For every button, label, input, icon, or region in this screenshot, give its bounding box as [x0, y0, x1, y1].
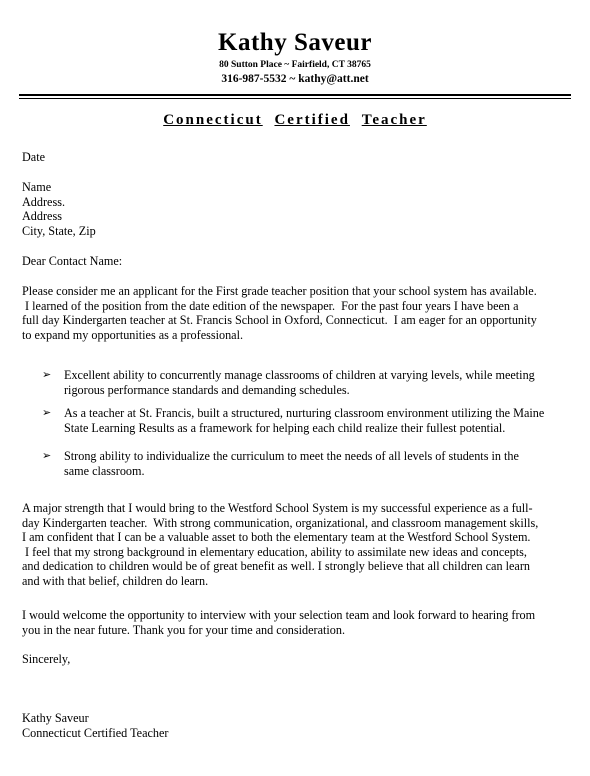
title-word: Connecticut [163, 112, 263, 128]
bullet-line: same classroom. [64, 463, 145, 478]
paragraph-line: A major strength that I would bring to the Westford School System is my successful experience as a full- [22, 501, 533, 515]
paragraph-line: you in the near future. Thank you for your time and consideration. [22, 622, 345, 637]
bullet-line: Strong ability to individualize the curriculum to meet the needs of all levels of students in the [64, 449, 519, 463]
paragraph-line: I am confident that I can be a valuable asset to both the elementary team at the Westford School System. [22, 530, 531, 544]
bullet-line: As a teacher at St. Francis, built a structured, nurturing classroom environment utilizing the Maine [64, 406, 545, 420]
sender-address: 80 Sutton Place ~ Fairfield, CT 38765 [219, 60, 371, 70]
paragraph-line: full day Kindergarten teacher at St. Francis School in Oxford, Connecticut. I am eager for an opportunity [22, 313, 537, 327]
bullet-line: Excellent ability to concurrently manage classrooms of children at varying levels, while meeting [64, 368, 535, 382]
paragraph-2 [22, 501, 574, 588]
date-line: Date [22, 150, 46, 164]
recipient-line: Address [22, 209, 62, 223]
header-rule-thick [19, 94, 571, 96]
document-title [0, 111, 590, 129]
salutation: Dear Contact Name: [22, 254, 123, 268]
title-word: Teacher [361, 112, 427, 128]
paragraph-line: I would welcome the opportunity to interview with your selection team and look forward to hearing from [22, 608, 536, 622]
paragraph-line: and with that belief, children do learn. [22, 573, 209, 588]
paragraph-line: I learned of the position from the date edition of the newspaper. For the past four years I have been a [22, 298, 519, 313]
recipient-line: City, State, Zip [22, 223, 96, 238]
bullet-item [42, 368, 562, 397]
recipient-line: Address. [22, 194, 65, 209]
paragraph-line: Please consider me an applicant for the First grade teacher position that your school system has available. [22, 284, 537, 298]
paragraph-line: and dedication to children would be of great benefit as well. I strongly believe that all children can learn [22, 559, 530, 573]
title-word: Certified [274, 112, 350, 128]
recipient-block [22, 180, 574, 238]
paragraph-3 [22, 608, 574, 637]
bullet-line: rigorous performance standards and demanding schedules. [64, 382, 350, 397]
recipient-line: Name [22, 180, 52, 194]
arrow-bullet-icon: ➢ [42, 450, 52, 462]
bullet-item [42, 406, 562, 435]
arrow-bullet-icon: ➢ [42, 369, 52, 381]
paragraph-line: day Kindergarten teacher. With strong communication, organizational, and classroom management skills, [22, 515, 539, 530]
signature-title: Connecticut Certified Teacher [22, 725, 169, 740]
signature-block [22, 711, 574, 740]
arrow-bullet-icon: ➢ [42, 407, 52, 419]
bullet-item [42, 449, 562, 478]
sender-contact: 316-987-5532 ~ kathy@att.net [221, 73, 369, 85]
paragraph-line: to expand my opportunities as a professional. [22, 327, 244, 342]
paragraph-1 [22, 284, 574, 342]
sender-name: Kathy Saveur [218, 29, 372, 56]
paragraph-line: I feel that my strong background in elementary education, ability to assimilate new ideas and concepts, [22, 544, 527, 559]
bullet-line: State Learning Results as a framework for helping each child realize their fullest potential. [64, 420, 506, 435]
letterhead [0, 28, 590, 86]
header-rule-thin [19, 98, 571, 99]
closing: Sincerely, [22, 652, 71, 666]
signature-name: Kathy Saveur [22, 711, 89, 725]
